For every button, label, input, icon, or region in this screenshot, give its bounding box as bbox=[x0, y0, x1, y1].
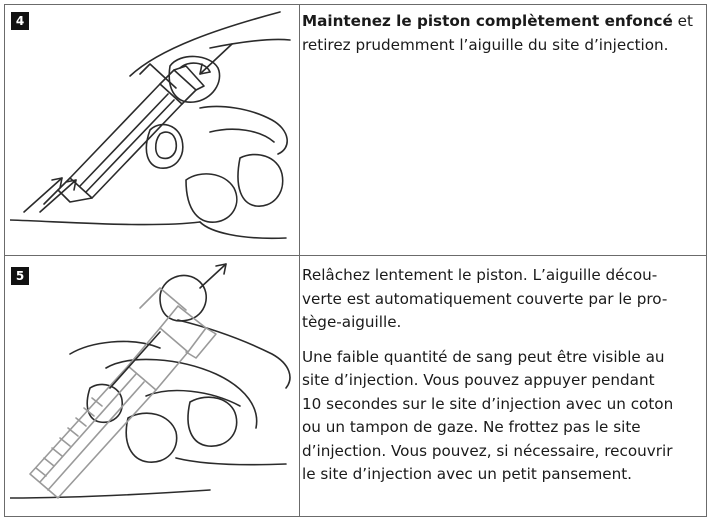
row-divider bbox=[5, 255, 706, 256]
needle-guard-illustration bbox=[10, 258, 296, 508]
step-number-badge: 4 bbox=[11, 12, 29, 30]
step-number-badge: 5 bbox=[11, 267, 29, 285]
text-line: site d’injection. Vous pouvez appuyer pendant bbox=[302, 371, 655, 389]
step-4-bold-text: Maintenez le piston complètement enfoncé bbox=[302, 12, 673, 30]
text-line: le site d’injection avec un petit pansement. bbox=[302, 465, 633, 483]
text-line: tège-aiguille. bbox=[302, 313, 402, 331]
step-4-text: et retirez prudemment l’aiguille du site d’injection. bbox=[302, 12, 693, 54]
text-line: ou un tampon de gaze. Ne frottez pas le site bbox=[302, 418, 641, 436]
column-divider bbox=[299, 5, 300, 516]
text-line: Une faible quantité de sang peut être visible au bbox=[302, 347, 665, 366]
text-line: 10 secondes sur le site d’injection avec un coton bbox=[302, 394, 674, 413]
syringe-withdrawal-illustration bbox=[10, 8, 296, 248]
text-line: Relâchez lentement le piston. L’aiguille décou- bbox=[302, 266, 658, 284]
text-line: verte est automatiquement couverte par le pro- bbox=[302, 289, 668, 308]
text-line: d’injection. Vous pouvez, si nécessaire, recouvrir bbox=[302, 441, 673, 460]
step-4-instruction bbox=[302, 10, 695, 57]
step-5-instruction bbox=[302, 264, 695, 487]
step-5-paragraph-1 bbox=[302, 264, 695, 335]
step-5-paragraph-2 bbox=[302, 346, 695, 487]
